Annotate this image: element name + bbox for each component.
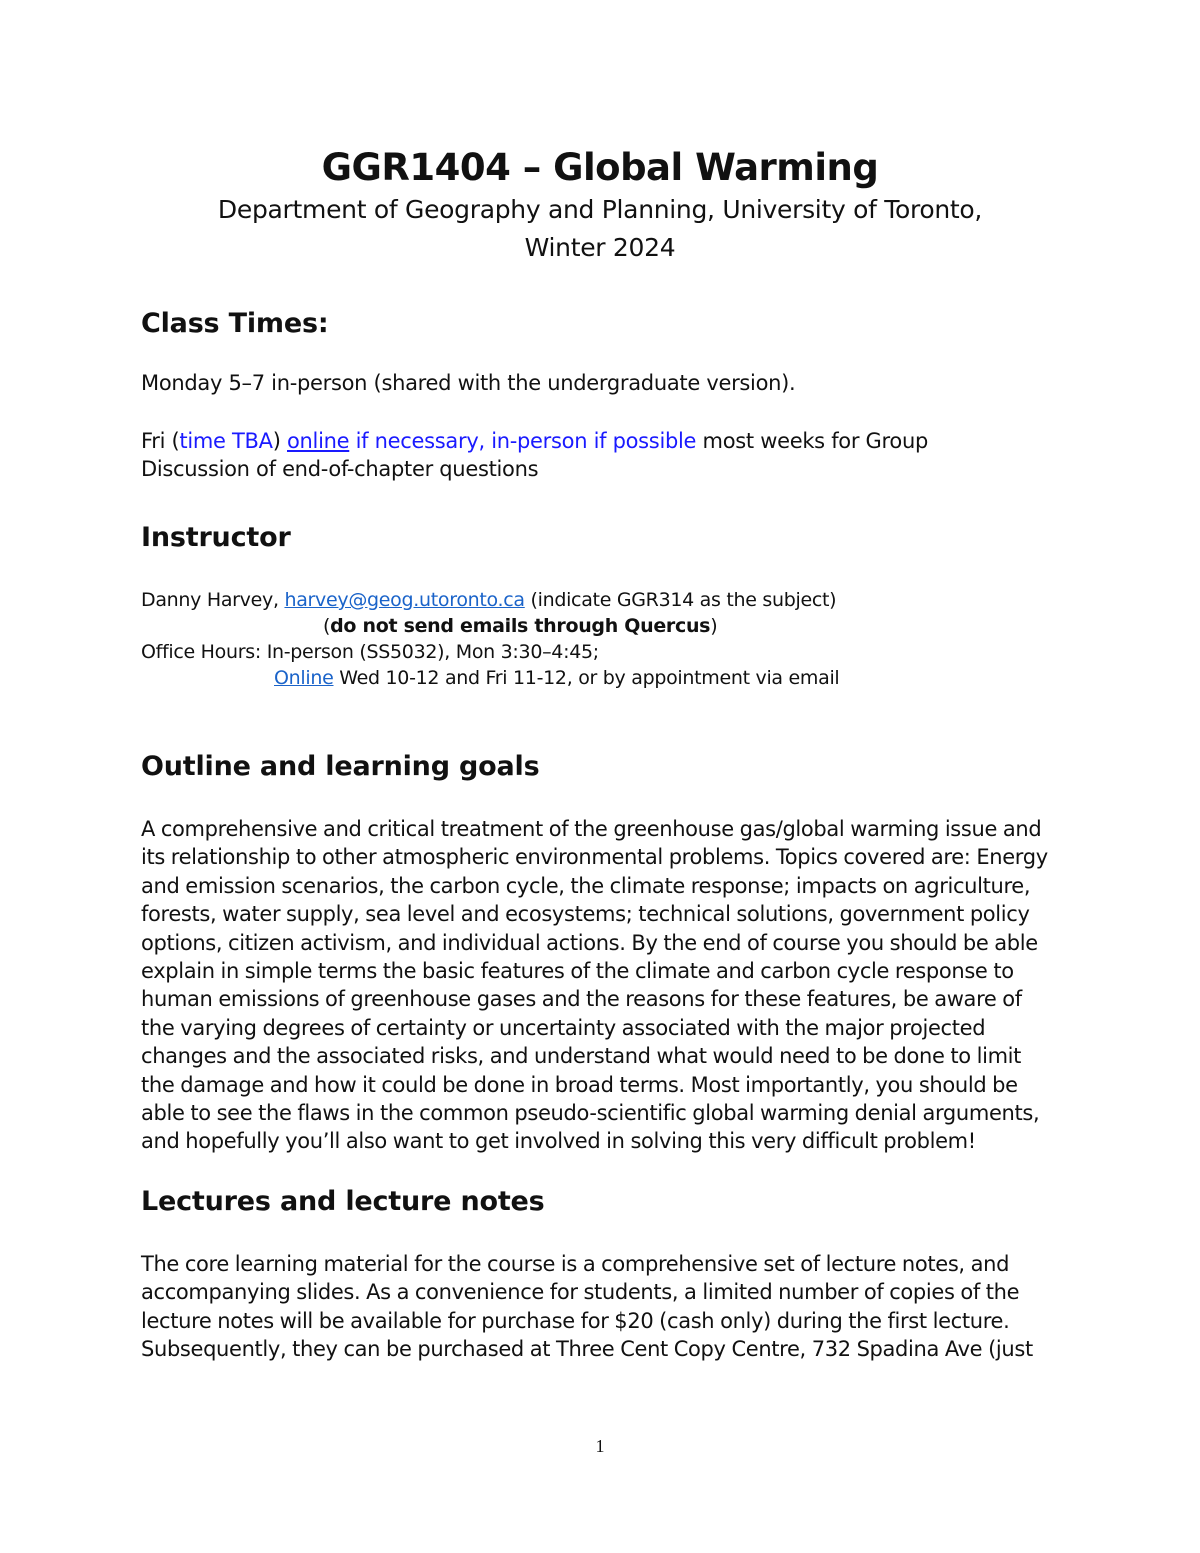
outline-line: changes and the associated risks, and understand what would need to be done to limit — [141, 1044, 1022, 1069]
instructor-contact — [141, 589, 836, 611]
outline-line: human emissions of greenhouse gases and the reasons for these features, be aware of — [141, 987, 1022, 1012]
term-line: Winter 2024 — [524, 233, 676, 262]
lectures-line: Subsequently, they can be purchased at Three Cent Copy Centre, 732 Spadina Ave (just — [141, 1337, 1033, 1362]
outline-heading: Outline and learning goals — [141, 751, 540, 782]
instructor-heading: Instructor — [141, 522, 291, 553]
lectures-line: lecture notes will be available for purchase for $20 (cash only) during the first lecture. — [141, 1308, 1010, 1333]
quercus-close-paren: ) — [710, 615, 718, 637]
email-subject-note: (indicate GGR314 as the subject) — [524, 589, 837, 611]
lectures-line: accompanying slides. As a convenience for students, a limited number of copies of the — [141, 1280, 1020, 1305]
lectures-heading: Lectures and lecture notes — [141, 1186, 545, 1217]
quercus-note — [323, 615, 717, 637]
fri-time-tba: time TBA — [179, 429, 273, 453]
outline-paragraph — [141, 815, 1061, 1156]
course-title: GGR1404 – Global Warming — [321, 146, 879, 189]
fri-conditions: if necessary, in-person if possible — [349, 429, 697, 453]
lectures-line: The core learning material for the course is a comprehensive set of lecture notes, and — [141, 1252, 1010, 1276]
fri-rest: most weeks for Group — [696, 429, 928, 453]
lectures-paragraph — [141, 1250, 1061, 1364]
outline-line: and emission scenarios, the carbon cycle, the climate response; impacts on agriculture, — [141, 873, 1031, 898]
friday-schedule — [141, 429, 928, 453]
outline-line: able to see the flaws in the common pseudo-scientific global warming denial arguments, — [141, 1101, 1040, 1126]
outline-line: the damage and how it could be done in broad terms. Most importantly, you should be — [141, 1072, 1018, 1097]
outline-line: its relationship to other atmospheric environmental problems. Topics covered are: Energy — [141, 845, 1048, 870]
online-office-hours — [274, 667, 839, 689]
department-line: Department of Geography and Planning, University of Toronto, — [217, 195, 983, 224]
office-hours: Office Hours: In-person (SS5032), Mon 3:30–4:45; — [141, 641, 599, 663]
instructor-email-link[interactable]: harvey@geog.utoronto.ca — [284, 589, 525, 611]
online-office-hours-text: Wed 10-12 and Fri 11-12, or by appointment via email — [333, 667, 840, 689]
instructor-name: Danny Harvey, — [141, 589, 285, 611]
office-online-link[interactable]: Online — [274, 667, 334, 689]
outline-line: the varying degrees of certainty or uncertainty associated with the major projected — [141, 1015, 986, 1040]
outline-line: explain in simple terms the basic features of the climate and carbon cycle response to — [141, 959, 1014, 984]
fri-close: ) — [272, 429, 287, 453]
fri-prefix: Fri ( — [141, 429, 180, 453]
friday-schedule-continued: Discussion of end-of-chapter questions — [141, 457, 539, 481]
outline-line: A comprehensive and critical treatment of the greenhouse gas/global warming issue and — [141, 817, 1042, 841]
outline-line: and hopefully you’ll also want to get involved in solving this very difficult problem! — [141, 1129, 976, 1154]
online-link[interactable]: online — [287, 429, 350, 453]
class-times-heading: Class Times: — [141, 308, 329, 339]
outline-line: options, citizen activism, and individual actions. By the end of course you should be able — [141, 930, 1038, 955]
monday-schedule: Monday 5–7 in-person (shared with the undergraduate version). — [141, 371, 796, 395]
quercus-open-paren: ( — [323, 615, 331, 637]
quercus-warning: do not send emails through Quercus — [330, 615, 711, 637]
page-number: 1 — [595, 1436, 605, 1456]
outline-line: forests, water supply, sea level and ecosystems; technical solutions, government policy — [141, 902, 1030, 927]
